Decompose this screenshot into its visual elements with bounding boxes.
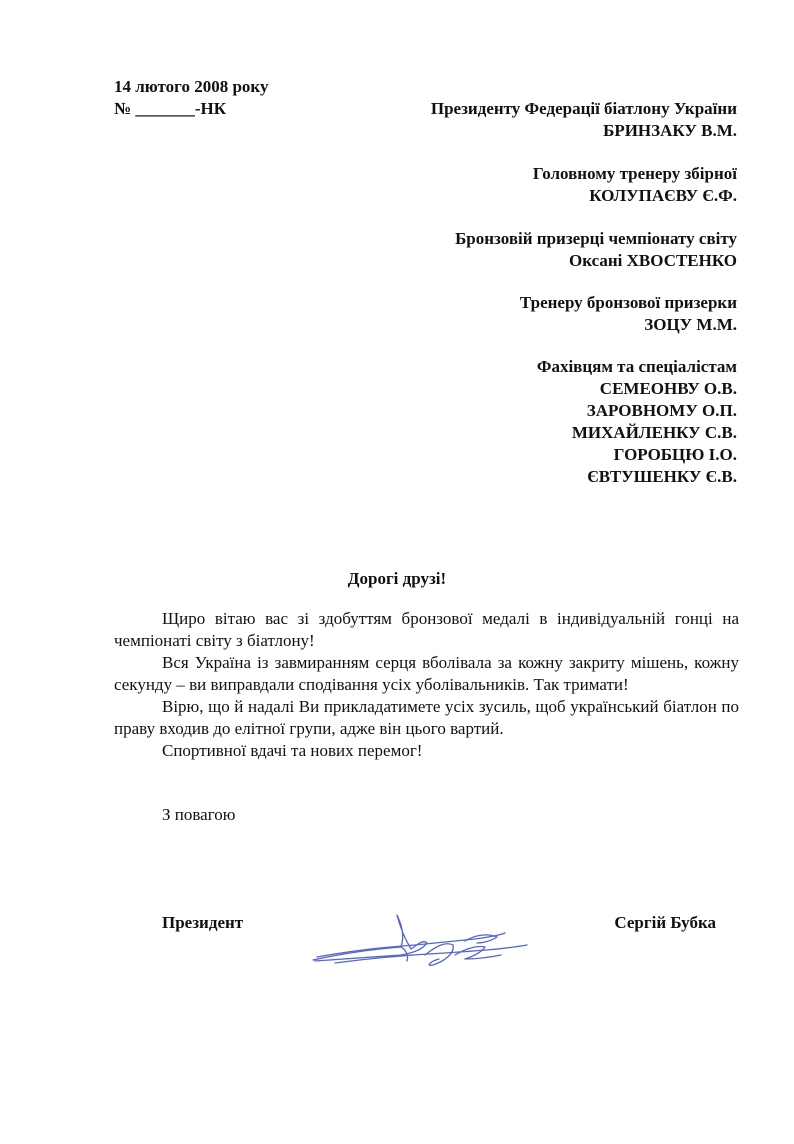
letter-date: 14 лютого 2008 року [114, 77, 269, 96]
body-paragraph: Вся Україна із завмиранням серця вболівала за кожну закриту мішень, кожну секунду – ви виправдали сподівання усіх уболівальників. Так тримати! [114, 653, 739, 694]
letter-body [114, 608, 739, 762]
recipient-block-coach [520, 292, 737, 336]
recipient-name: ЗАРОВНОМУ О.П. [586, 401, 737, 420]
signer-name: Сергій Бубка [614, 913, 716, 932]
recipient-title: Президенту Федерації біатлону України [430, 99, 737, 118]
body-paragraph: Щиро вітаю вас зі здобуттям бронзової медалі в індивідуальній гонці на чемпіонаті світу з біатлону! [114, 609, 739, 650]
recipient-title: Бронзовій призерці чемпіонату світу [455, 229, 737, 248]
recipient-name: ГОРОБЦЮ І.О. [613, 445, 737, 464]
recipient-block-athlete [455, 228, 737, 272]
recipient-name: СЕМЕОНВУ О.В. [599, 379, 737, 398]
registration-number: № _______-НК [114, 99, 227, 118]
body-paragraph: Спортивної вдачі та нових перемог! [162, 741, 423, 760]
recipient-name: КОЛУПАЄВУ Є.Ф. [589, 186, 737, 205]
signer-position: Президент [162, 913, 244, 932]
handwritten-signature [305, 905, 535, 980]
recipient-name: ЄВТУШЕНКУ Є.В. [587, 467, 737, 486]
recipient-block-president [431, 98, 737, 142]
recipient-name: БРИНЗАКУ В.М. [603, 121, 737, 140]
closing-regards: З повагою [162, 805, 236, 824]
recipient-name: ЗОЦУ М.М. [644, 315, 737, 334]
recipient-name: МИХАЙЛЕНКУ С.В. [571, 423, 737, 442]
recipient-name: Оксані ХВОСТЕНКО [569, 251, 737, 270]
recipient-block-head-coach [533, 163, 737, 207]
body-paragraph: Вірю, що й надалі Ви прикладатимете усіх зусиль, щоб український біатлон по праву входив до елітної групи, адже він цього вартий. [114, 697, 739, 738]
recipient-title: Фахівцям та спеціалістам [536, 357, 737, 376]
greeting: Дорогі друзі! [347, 569, 447, 588]
recipient-block-specialists [537, 356, 737, 488]
recipient-title: Тренеру бронзової призерки [519, 293, 737, 312]
recipient-title: Головному тренеру збірної [532, 164, 737, 183]
